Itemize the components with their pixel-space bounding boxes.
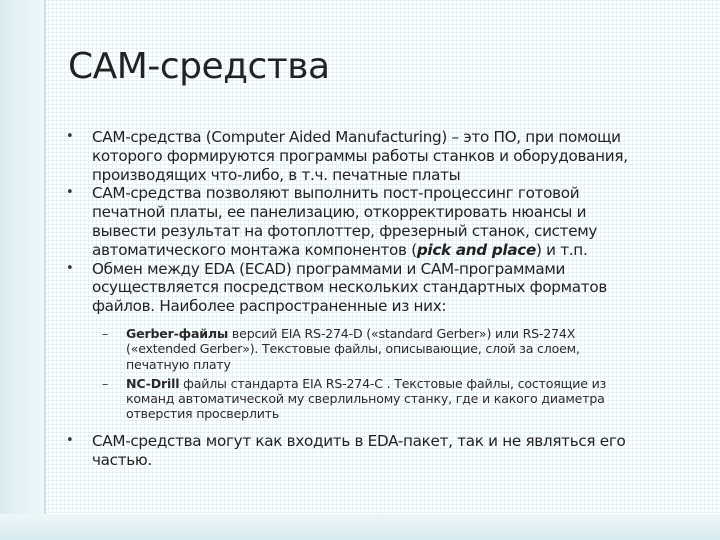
bullet-line: производящих что-либо, в т.ч. печатные платы	[92, 165, 461, 184]
bullet-text: автоматического монтажа компонентов (	[92, 240, 417, 259]
sub-bullet-text: файлы стандарта EIA RS-274-C . Текстовые файлы, состоящие из	[179, 375, 607, 391]
bottom-decor-bar	[0, 514, 720, 540]
term-gerber: Gerber-файлы	[126, 325, 229, 341]
bullet-exchange-formats	[64, 260, 704, 316]
bullet-line: CAM-средства позволяют выполнить пост-процессинг готовой	[92, 184, 580, 203]
emphasis-pick-and-place: pick and place	[416, 240, 536, 259]
sub-bullet-text: версий EIA RS-274-D («standard Gerber») или RS-274X	[228, 325, 576, 341]
sub-bullet-line: печатную плату	[126, 356, 231, 372]
sub-bullet-nc-drill	[64, 376, 704, 422]
bullet-line: печатной платы, ее панелизацию, откорректировать нюансы и	[92, 203, 587, 222]
bullet-eda-package	[64, 432, 704, 470]
slide-content	[64, 128, 704, 469]
bullet-marker: •	[66, 432, 74, 448]
bullet-cam-definition	[64, 128, 704, 184]
bullet-cam-capabilities	[64, 184, 704, 259]
bullet-line: CAM-средства могут как входить в EDA-пакет, так и не являться его	[92, 431, 626, 450]
dash-marker: –	[102, 375, 109, 391]
bullet-line: CAM-средства (Computer Aided Manufacturing) – это ПО, при помощи	[92, 128, 621, 146]
sub-bullet-line	[126, 376, 704, 391]
sub-bullet-line	[126, 326, 704, 341]
bullet-text: ) и т.п.	[535, 240, 588, 259]
bullet-marker: •	[66, 129, 74, 144]
left-decor-bar	[0, 0, 44, 540]
term-nc-drill: NC-Drill	[126, 375, 180, 391]
sub-bullet-line: команд автоматической му сверлильному станку, где и какого диаметра	[126, 391, 605, 407]
sub-bullet-gerber	[64, 326, 704, 372]
bullet-line: частью.	[92, 450, 152, 469]
bullet-marker: •	[66, 185, 74, 201]
bullet-marker: •	[66, 260, 74, 276]
sub-bullet-line: («extended Gerber»). Текстовые файлы, описывающие, слой за слоем,	[126, 341, 580, 357]
dash-marker: –	[102, 325, 109, 341]
slide-title: CAM-средства	[68, 46, 330, 87]
bullet-line: которого формируются программы работы станков и оборудования,	[92, 146, 628, 165]
bullet-line	[92, 241, 704, 260]
bullet-line: вывести результат на фотоплоттер, фрезерный станок, систему	[92, 221, 598, 240]
bullet-line: осуществляется посредством нескольких стандартных форматов	[92, 278, 608, 297]
left-decor-line	[44, 0, 46, 540]
bullet-line: Обмен между EDA (ECAD) программами и CAM-программами	[92, 259, 566, 278]
sub-bullet-line: отверстия просверлить	[126, 406, 280, 422]
bullet-line: файлов. Наиболее распространенные из них:	[92, 297, 447, 316]
